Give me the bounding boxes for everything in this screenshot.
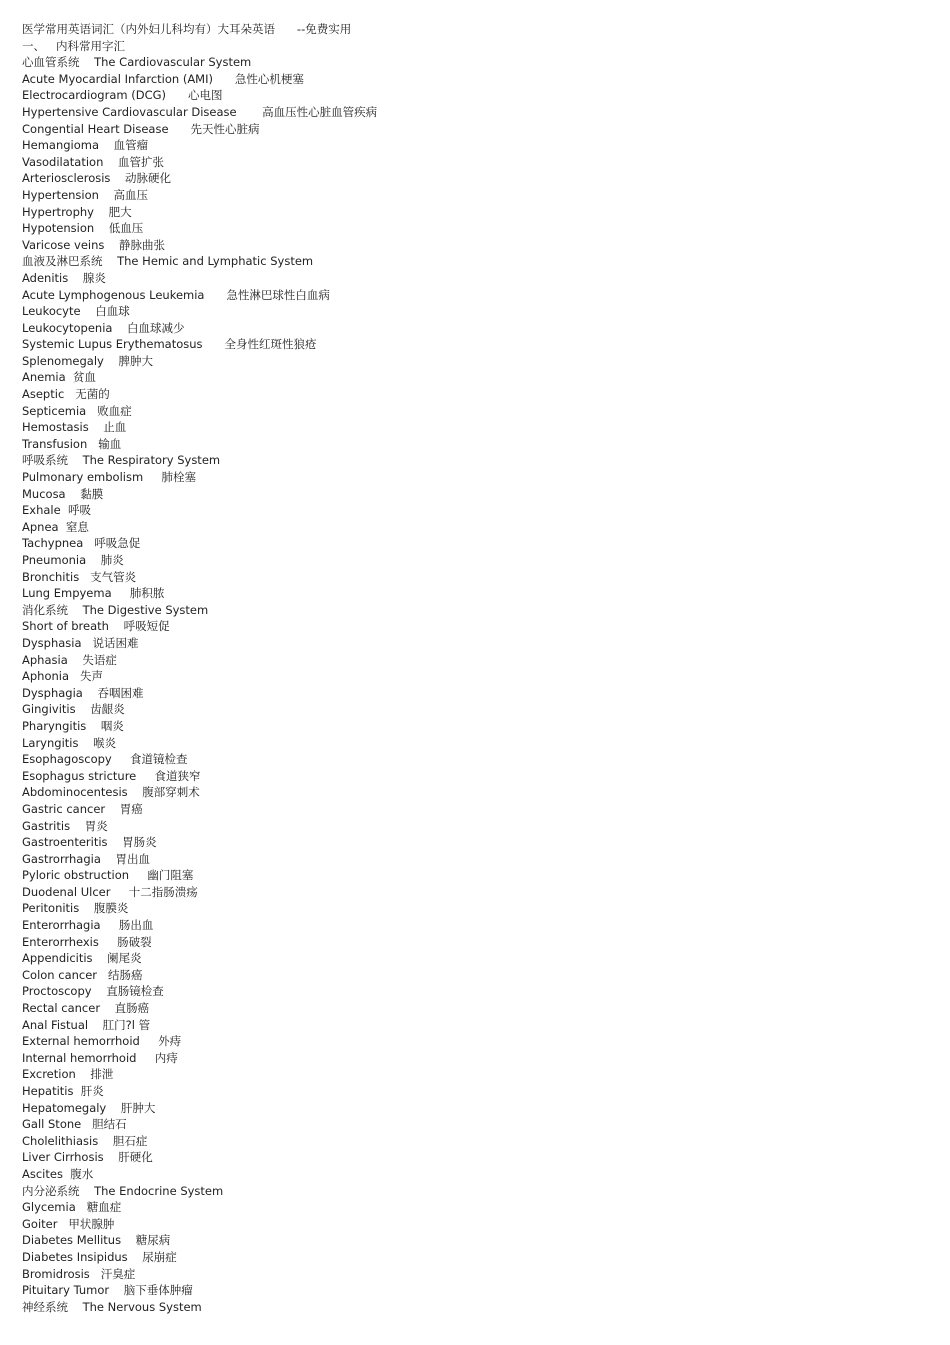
text-line: 消化系统 The Digestive System <box>22 602 209 617</box>
text-line: Bronchitis 支气管炎 <box>22 569 137 584</box>
text-line: Hepatomegaly 肝肿大 <box>22 1100 156 1115</box>
text-line: Short of breath 呼吸短促 <box>22 619 170 634</box>
text-line: Septicemia 败血症 <box>22 403 132 418</box>
document-page <box>22 21 377 1315</box>
text-line: Pharyngitis 咽炎 <box>22 718 124 733</box>
text-line: Hepatitis 肝炎 <box>22 1084 104 1098</box>
text-line: 内分泌系统 The Endocrine System <box>22 1183 224 1198</box>
text-line: Lung Empyema 肺积脓 <box>22 586 165 601</box>
text-line: 神经系统 The Nervous System <box>22 1299 202 1314</box>
text-line: Aseptic 无菌的 <box>22 387 110 402</box>
text-line: Aphonia 失声 <box>22 669 103 684</box>
text-line: Cholelithiasis 胆石症 <box>22 1133 148 1148</box>
text-line: Hemangioma 血管瘤 <box>22 138 149 153</box>
text-line: Congential Heart Disease 先天性心脏病 <box>22 121 260 136</box>
text-line: Pyloric obstruction 幽门阻塞 <box>22 868 194 883</box>
text-line: Abdominocentesis 腹部穿刺术 <box>22 785 200 800</box>
text-line: Diabetes Insipidus 尿崩症 <box>22 1249 177 1264</box>
text-line: Esophagoscopy 食道镜检查 <box>22 752 188 767</box>
text-line: Proctoscopy 直肠镜检查 <box>22 984 164 999</box>
text-line: Transfusion 输血 <box>22 436 122 451</box>
text-line: Ascites 腹水 <box>22 1166 94 1181</box>
text-line: Dysphasia 说话困难 <box>22 635 139 650</box>
text-line: Tachypnea 呼吸急促 <box>22 536 141 551</box>
text-line: Pneumonia 肺炎 <box>22 553 124 567</box>
text-line: Hypotension 低血压 <box>22 221 144 236</box>
text-line: Mucosa 黏膜 <box>22 486 104 501</box>
text-line: Acute Myocardial Infarction (AMI) 急性心机梗塞 <box>22 71 304 86</box>
text-line: Enterorrhagia 肠出血 <box>22 918 154 933</box>
text-line: Bromidrosis 汗臭症 <box>22 1266 136 1281</box>
text-line: Gastric cancer 胃癌 <box>22 801 143 816</box>
text-line: Hypertension 高血压 <box>22 187 149 202</box>
text-line: External hemorrhoid 外痔 <box>22 1034 182 1049</box>
text-line: Hypertensive Cardiovascular Disease 高血压性心脏血管疾病 <box>22 104 378 119</box>
text-line: Systemic Lupus Erythematosus 全身性红斑性狼疮 <box>22 337 317 352</box>
text-line: Dysphagia 吞咽困难 <box>22 685 144 700</box>
text-line: Anal Fistual 肛门?l 管 <box>22 1017 151 1032</box>
text-line: Gastrorrhagia 胃出血 <box>22 851 151 866</box>
text-line: Diabetes Mellitus 糖尿病 <box>22 1233 171 1248</box>
text-line: Aphasia 失语症 <box>22 652 117 667</box>
text-line: Goiter 甲状腺肿 <box>22 1216 115 1231</box>
text-line: Enterorrhexis 肠破裂 <box>22 934 152 949</box>
text-line: Hypertrophy 肥大 <box>22 204 132 219</box>
text-line: 医学常用英语词汇（内外妇儿科均有）大耳朵英语 --免费实用 <box>22 22 352 36</box>
text-line: Splenomegaly 脾肿大 <box>22 353 153 368</box>
text-line: Colon cancer 结肠癌 <box>22 967 143 982</box>
text-line: Gall Stone 胆结石 <box>22 1117 127 1132</box>
text-line: Acute Lymphogenous Leukemia 急性淋巴球性白血病 <box>22 287 330 302</box>
text-line: Arteriosclerosis 动脉硬化 <box>22 171 172 186</box>
text-line: Apnea 窒息 <box>22 519 89 534</box>
text-line: Esophagus stricture 食道狭窄 <box>22 768 201 783</box>
text-line: Rectal cancer 直肠癌 <box>22 1001 150 1016</box>
text-line: Leukocyte 白血球 <box>22 304 130 319</box>
text-line: 心血管系统 The Cardiovascular System <box>22 55 252 70</box>
text-line: Gingivitis 齿龈炎 <box>22 702 125 717</box>
text-line: Excretion 排泄 <box>22 1067 114 1082</box>
text-line: Gastritis 胃炎 <box>22 818 108 833</box>
text-line: Electrocardiogram (DCG) 心电图 <box>22 88 223 103</box>
text-line: Pituitary Tumor 脑下垂体肿瘤 <box>22 1283 193 1298</box>
text-line: Varicose veins 静脉曲张 <box>22 237 166 252</box>
text-line: Peritonitis 腹膜炎 <box>22 901 129 916</box>
text-line: Appendicitis 阑尾炎 <box>22 951 142 966</box>
text-line: Adenitis 腺炎 <box>22 270 106 285</box>
text-line: Hemostasis 止血 <box>22 420 127 435</box>
text-line: Vasodilatation 血管扩张 <box>22 154 164 169</box>
text-line: 呼吸系统 The Respiratory System <box>22 453 221 468</box>
text-line: Internal hemorrhoid 内痔 <box>22 1050 178 1065</box>
text-line: Gastroenteritis 胃肠炎 <box>22 835 157 850</box>
text-line: Laryngitis 喉炎 <box>22 735 117 750</box>
text-line: Pulmonary embolism 肺栓塞 <box>22 470 196 485</box>
text-line: 一、 内科常用字汇 <box>22 38 125 53</box>
text-line: Leukocytopenia 白血球减少 <box>22 320 185 335</box>
text-line: Exhale 呼吸 <box>22 503 91 518</box>
text-line: Liver Cirrhosis 肝硬化 <box>22 1150 153 1165</box>
text-line: Anemia 贫血 <box>22 370 96 385</box>
text-line: Glycemia 糖血症 <box>22 1200 122 1215</box>
text-line: 血液及淋巴系统 The Hemic and Lymphatic System <box>22 254 314 269</box>
text-line: Duodenal Ulcer 十二指肠溃疡 <box>22 884 198 899</box>
